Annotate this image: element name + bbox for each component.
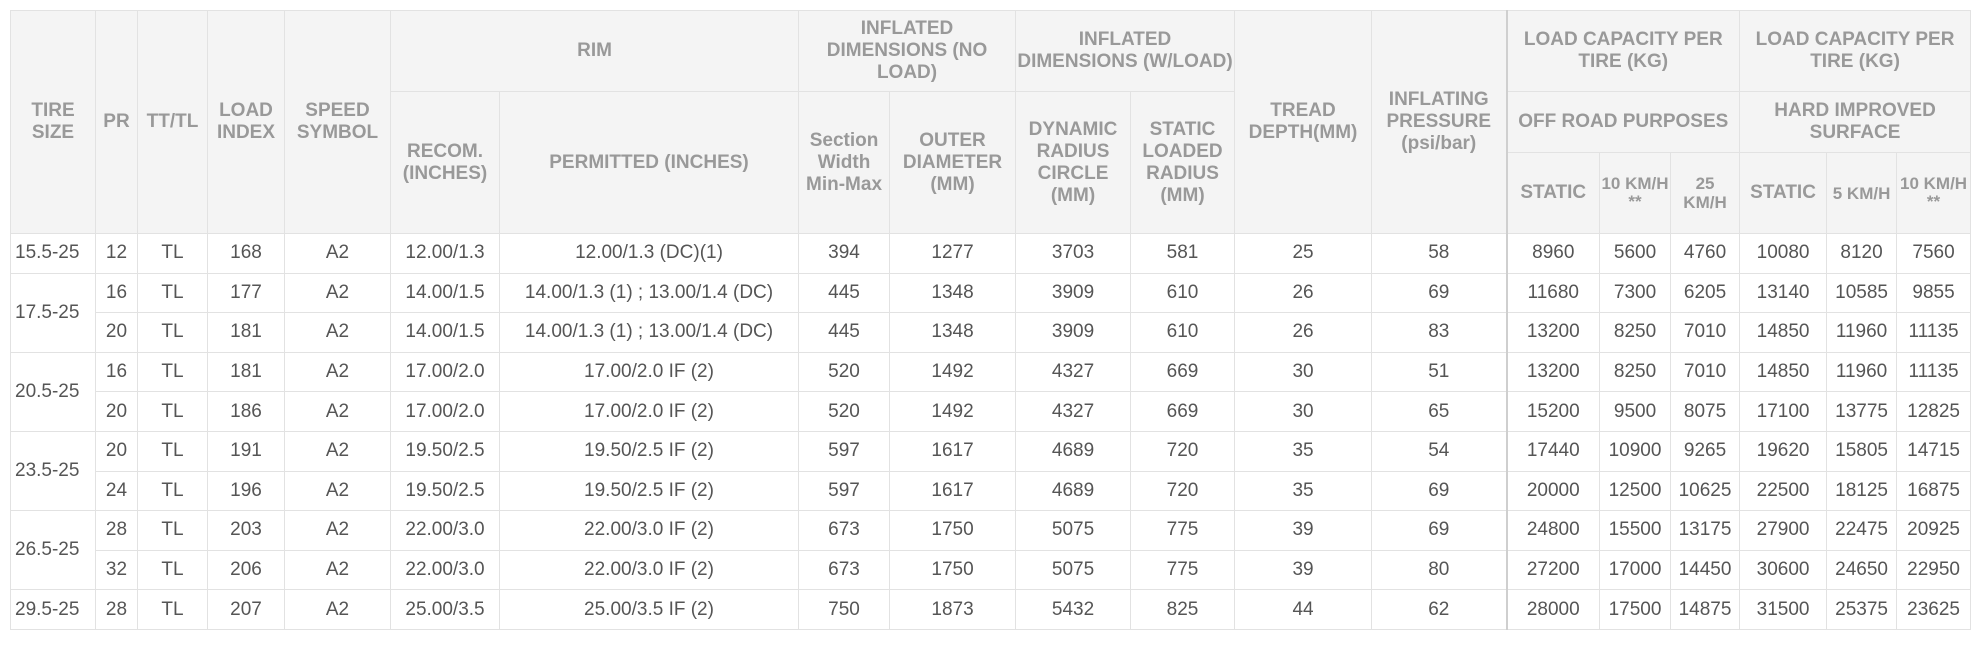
cell-tire-size: 15.5-25 (11, 234, 96, 274)
header-off-static: STATIC (1507, 153, 1600, 234)
cell-rim-recom: 25.00/3.5 (391, 590, 500, 630)
cell-inflating-pressure: 58 (1372, 234, 1507, 274)
cell-off-static: 24800 (1507, 511, 1600, 551)
cell-off-10: 9500 (1600, 392, 1671, 432)
cell-dynamic-radius: 5075 (1016, 511, 1131, 551)
cell-section-width: 597 (799, 471, 890, 511)
cell-off-static: 8960 (1507, 234, 1600, 274)
cell-load-index: 177 (208, 273, 285, 313)
header-rim-recom: RECOM. (INCHES) (391, 92, 500, 234)
cell-rim-permitted: 14.00/1.3 (1) ; 13.00/1.4 (DC) (500, 313, 799, 353)
cell-section-width: 394 (799, 234, 890, 274)
header-inflated-no-load: INFLATED DIMENSIONS (NO LOAD) (799, 11, 1016, 92)
cell-tread-depth: 26 (1235, 313, 1372, 353)
cell-inflating-pressure: 83 (1372, 313, 1507, 353)
cell-off-static: 15200 (1507, 392, 1600, 432)
cell-outer-diameter: 1617 (890, 431, 1016, 471)
cell-off-static: 11680 (1507, 273, 1600, 313)
cell-tt-tl: TL (138, 313, 208, 353)
cell-tread-depth: 30 (1235, 352, 1372, 392)
cell-off-static: 20000 (1507, 471, 1600, 511)
cell-load-index: 168 (208, 234, 285, 274)
cell-pr: 16 (96, 273, 138, 313)
cell-hard-static: 13140 (1740, 273, 1827, 313)
cell-static-loaded-radius: 775 (1131, 511, 1235, 551)
cell-hard-static: 30600 (1740, 550, 1827, 590)
cell-pr: 12 (96, 234, 138, 274)
cell-static-loaded-radius: 610 (1131, 313, 1235, 353)
header-rim-permitted: PERMITTED (INCHES) (500, 92, 799, 234)
cell-rim-recom: 22.00/3.0 (391, 511, 500, 551)
cell-section-width: 445 (799, 273, 890, 313)
header-pr: PR (96, 11, 138, 234)
cell-speed-symbol: A2 (285, 273, 391, 313)
cell-speed-symbol: A2 (285, 431, 391, 471)
cell-off-25: 14450 (1671, 550, 1740, 590)
cell-tt-tl: TL (138, 352, 208, 392)
cell-hard-10: 20925 (1897, 511, 1971, 551)
cell-hard-static: 19620 (1740, 431, 1827, 471)
cell-rim-permitted: 14.00/1.3 (1) ; 13.00/1.4 (DC) (500, 273, 799, 313)
header-tt-tl: TT/TL (138, 11, 208, 234)
cell-off-10: 7300 (1600, 273, 1671, 313)
cell-load-index: 191 (208, 431, 285, 471)
cell-off-10: 8250 (1600, 352, 1671, 392)
cell-off-10: 10900 (1600, 431, 1671, 471)
cell-rim-recom: 12.00/1.3 (391, 234, 500, 274)
header-load-capacity-off-road: LOAD CAPACITY PER TIRE (KG) (1507, 11, 1740, 92)
cell-off-25: 10625 (1671, 471, 1740, 511)
cell-load-index: 203 (208, 511, 285, 551)
cell-dynamic-radius: 4689 (1016, 471, 1131, 511)
header-load-index: LOAD INDEX (208, 11, 285, 234)
cell-section-width: 673 (799, 511, 890, 551)
header-off-road: OFF ROAD PURPOSES (1507, 92, 1740, 153)
cell-off-10: 15500 (1600, 511, 1671, 551)
cell-rim-permitted: 17.00/2.0 IF (2) (500, 392, 799, 432)
cell-section-width: 445 (799, 313, 890, 353)
cell-off-25: 13175 (1671, 511, 1740, 551)
cell-hard-5: 11960 (1827, 352, 1897, 392)
cell-tread-depth: 44 (1235, 590, 1372, 630)
cell-rim-permitted: 22.00/3.0 IF (2) (500, 511, 799, 551)
cell-pr: 20 (96, 313, 138, 353)
cell-speed-symbol: A2 (285, 471, 391, 511)
cell-hard-static: 10080 (1740, 234, 1827, 274)
header-tread-depth: TREAD DEPTH(MM) (1235, 11, 1372, 234)
header-inflated-w-load: INFLATED DIMENSIONS (W/LOAD) (1016, 11, 1235, 92)
cell-dynamic-radius: 4689 (1016, 431, 1131, 471)
cell-dynamic-radius: 4327 (1016, 392, 1131, 432)
table-row (11, 313, 1971, 353)
cell-hard-5: 18125 (1827, 471, 1897, 511)
cell-tt-tl: TL (138, 392, 208, 432)
cell-inflating-pressure: 69 (1372, 471, 1507, 511)
cell-hard-10: 23625 (1897, 590, 1971, 630)
cell-hard-10: 11135 (1897, 313, 1971, 353)
cell-outer-diameter: 1492 (890, 392, 1016, 432)
cell-rim-permitted: 22.00/3.0 IF (2) (500, 550, 799, 590)
cell-inflating-pressure: 69 (1372, 273, 1507, 313)
header-hard-5: 5 KM/H (1827, 153, 1897, 234)
cell-rim-permitted: 19.50/2.5 IF (2) (500, 431, 799, 471)
cell-section-width: 750 (799, 590, 890, 630)
cell-section-width: 597 (799, 431, 890, 471)
cell-dynamic-radius: 4327 (1016, 352, 1131, 392)
table-row (11, 550, 1971, 590)
cell-static-loaded-radius: 669 (1131, 352, 1235, 392)
cell-static-loaded-radius: 825 (1131, 590, 1235, 630)
cell-tire-size: 29.5-25 (11, 590, 96, 630)
cell-rim-recom: 19.50/2.5 (391, 431, 500, 471)
cell-off-10: 17500 (1600, 590, 1671, 630)
table-row (11, 590, 1971, 630)
cell-tread-depth: 30 (1235, 392, 1372, 432)
cell-pr: 28 (96, 590, 138, 630)
header-inflating-pressure: INFLATING PRESSURE (psi/bar) (1372, 11, 1507, 234)
cell-off-static: 28000 (1507, 590, 1600, 630)
cell-speed-symbol: A2 (285, 511, 391, 551)
header-tire-size: TIRE SIZE (11, 11, 96, 234)
cell-load-index: 196 (208, 471, 285, 511)
cell-speed-symbol: A2 (285, 392, 391, 432)
cell-outer-diameter: 1348 (890, 313, 1016, 353)
cell-hard-static: 27900 (1740, 511, 1827, 551)
table-row (11, 392, 1971, 432)
cell-static-loaded-radius: 669 (1131, 392, 1235, 432)
cell-hard-static: 14850 (1740, 352, 1827, 392)
cell-rim-permitted: 25.00/3.5 IF (2) (500, 590, 799, 630)
cell-rim-permitted: 17.00/2.0 IF (2) (500, 352, 799, 392)
cell-speed-symbol: A2 (285, 352, 391, 392)
header-hard-surface: HARD IMPROVED SURFACE (1740, 92, 1971, 153)
header-off-25: 25 KM/H (1671, 153, 1740, 234)
cell-tread-depth: 39 (1235, 550, 1372, 590)
cell-rim-recom: 17.00/2.0 (391, 392, 500, 432)
cell-pr: 32 (96, 550, 138, 590)
cell-off-10: 5600 (1600, 234, 1671, 274)
table-row (11, 511, 1971, 551)
header-speed-symbol: SPEED SYMBOL (285, 11, 391, 234)
cell-static-loaded-radius: 610 (1131, 273, 1235, 313)
table-row (11, 273, 1971, 313)
cell-off-25: 14875 (1671, 590, 1740, 630)
cell-rim-recom: 19.50/2.5 (391, 471, 500, 511)
header-rim: RIM (391, 11, 799, 92)
cell-static-loaded-radius: 581 (1131, 234, 1235, 274)
cell-static-loaded-radius: 775 (1131, 550, 1235, 590)
cell-tread-depth: 35 (1235, 431, 1372, 471)
cell-outer-diameter: 1617 (890, 471, 1016, 511)
cell-hard-5: 25375 (1827, 590, 1897, 630)
header-hard-static: STATIC (1740, 153, 1827, 234)
cell-off-25: 7010 (1671, 313, 1740, 353)
cell-pr: 20 (96, 392, 138, 432)
cell-hard-5: 13775 (1827, 392, 1897, 432)
cell-inflating-pressure: 54 (1372, 431, 1507, 471)
cell-rim-recom: 17.00/2.0 (391, 352, 500, 392)
cell-hard-10: 14715 (1897, 431, 1971, 471)
cell-load-index: 181 (208, 352, 285, 392)
cell-speed-symbol: A2 (285, 234, 391, 274)
table-row (11, 431, 1971, 471)
cell-off-static: 13200 (1507, 352, 1600, 392)
cell-tire-size: 17.5-25 (11, 273, 96, 352)
cell-tread-depth: 35 (1235, 471, 1372, 511)
tire-spec-table (10, 10, 1971, 630)
table-row (11, 234, 1971, 274)
cell-dynamic-radius: 5075 (1016, 550, 1131, 590)
cell-rim-permitted: 12.00/1.3 (DC)(1) (500, 234, 799, 274)
cell-off-25: 6205 (1671, 273, 1740, 313)
cell-tt-tl: TL (138, 273, 208, 313)
cell-dynamic-radius: 3703 (1016, 234, 1131, 274)
cell-load-index: 207 (208, 590, 285, 630)
cell-hard-static: 17100 (1740, 392, 1827, 432)
cell-tread-depth: 39 (1235, 511, 1372, 551)
cell-hard-5: 24650 (1827, 550, 1897, 590)
cell-tt-tl: TL (138, 471, 208, 511)
cell-off-static: 27200 (1507, 550, 1600, 590)
cell-inflating-pressure: 80 (1372, 550, 1507, 590)
cell-inflating-pressure: 51 (1372, 352, 1507, 392)
cell-hard-10: 9855 (1897, 273, 1971, 313)
cell-speed-symbol: A2 (285, 550, 391, 590)
cell-section-width: 673 (799, 550, 890, 590)
cell-pr: 24 (96, 471, 138, 511)
cell-tt-tl: TL (138, 550, 208, 590)
header-hard-10: 10 KM/H ** (1897, 153, 1971, 234)
cell-outer-diameter: 1277 (890, 234, 1016, 274)
cell-tire-size: 20.5-25 (11, 352, 96, 431)
cell-hard-5: 22475 (1827, 511, 1897, 551)
cell-hard-10: 11135 (1897, 352, 1971, 392)
header-off-10: 10 KM/H ** (1600, 153, 1671, 234)
cell-hard-5: 11960 (1827, 313, 1897, 353)
cell-off-10: 12500 (1600, 471, 1671, 511)
header-dynamic-radius: DYNAMIC RADIUS CIRCLE (MM) (1016, 92, 1131, 234)
cell-off-25: 7010 (1671, 352, 1740, 392)
cell-hard-5: 10585 (1827, 273, 1897, 313)
cell-tread-depth: 25 (1235, 234, 1372, 274)
cell-hard-10: 12825 (1897, 392, 1971, 432)
cell-tire-size: 26.5-25 (11, 511, 96, 590)
header-outer-diameter: OUTER DIAMETER (MM) (890, 92, 1016, 234)
cell-hard-static: 31500 (1740, 590, 1827, 630)
cell-inflating-pressure: 65 (1372, 392, 1507, 432)
cell-section-width: 520 (799, 352, 890, 392)
cell-off-25: 4760 (1671, 234, 1740, 274)
table-body (11, 234, 1971, 630)
cell-load-index: 206 (208, 550, 285, 590)
cell-speed-symbol: A2 (285, 590, 391, 630)
cell-off-25: 8075 (1671, 392, 1740, 432)
cell-pr: 28 (96, 511, 138, 551)
cell-dynamic-radius: 5432 (1016, 590, 1131, 630)
cell-hard-10: 22950 (1897, 550, 1971, 590)
cell-pr: 20 (96, 431, 138, 471)
cell-static-loaded-radius: 720 (1131, 471, 1235, 511)
cell-off-10: 8250 (1600, 313, 1671, 353)
cell-dynamic-radius: 3909 (1016, 313, 1131, 353)
header-static-loaded-radius: STATIC LOADED RADIUS (MM) (1131, 92, 1235, 234)
cell-inflating-pressure: 62 (1372, 590, 1507, 630)
cell-rim-recom: 22.00/3.0 (391, 550, 500, 590)
cell-load-index: 186 (208, 392, 285, 432)
cell-inflating-pressure: 69 (1372, 511, 1507, 551)
cell-tread-depth: 26 (1235, 273, 1372, 313)
table-header (11, 11, 1971, 234)
cell-off-10: 17000 (1600, 550, 1671, 590)
cell-speed-symbol: A2 (285, 313, 391, 353)
cell-tt-tl: TL (138, 234, 208, 274)
cell-rim-recom: 14.00/1.5 (391, 313, 500, 353)
table-row (11, 471, 1971, 511)
cell-off-static: 17440 (1507, 431, 1600, 471)
cell-hard-static: 22500 (1740, 471, 1827, 511)
cell-tire-size: 23.5-25 (11, 431, 96, 510)
cell-static-loaded-radius: 720 (1131, 431, 1235, 471)
cell-hard-5: 15805 (1827, 431, 1897, 471)
cell-tt-tl: TL (138, 431, 208, 471)
cell-section-width: 520 (799, 392, 890, 432)
cell-hard-10: 16875 (1897, 471, 1971, 511)
header-section-width: Section Width Min-Max (799, 92, 890, 234)
cell-off-static: 13200 (1507, 313, 1600, 353)
header-load-capacity-hard: LOAD CAPACITY PER TIRE (KG) (1740, 11, 1971, 92)
cell-off-25: 9265 (1671, 431, 1740, 471)
cell-rim-permitted: 19.50/2.5 IF (2) (500, 471, 799, 511)
cell-outer-diameter: 1348 (890, 273, 1016, 313)
table-row (11, 352, 1971, 392)
cell-pr: 16 (96, 352, 138, 392)
cell-tt-tl: TL (138, 511, 208, 551)
cell-outer-diameter: 1873 (890, 590, 1016, 630)
cell-outer-diameter: 1750 (890, 511, 1016, 551)
cell-tt-tl: TL (138, 590, 208, 630)
cell-load-index: 181 (208, 313, 285, 353)
cell-rim-recom: 14.00/1.5 (391, 273, 500, 313)
cell-hard-static: 14850 (1740, 313, 1827, 353)
cell-dynamic-radius: 3909 (1016, 273, 1131, 313)
cell-hard-5: 8120 (1827, 234, 1897, 274)
cell-outer-diameter: 1492 (890, 352, 1016, 392)
cell-hard-10: 7560 (1897, 234, 1971, 274)
cell-outer-diameter: 1750 (890, 550, 1016, 590)
